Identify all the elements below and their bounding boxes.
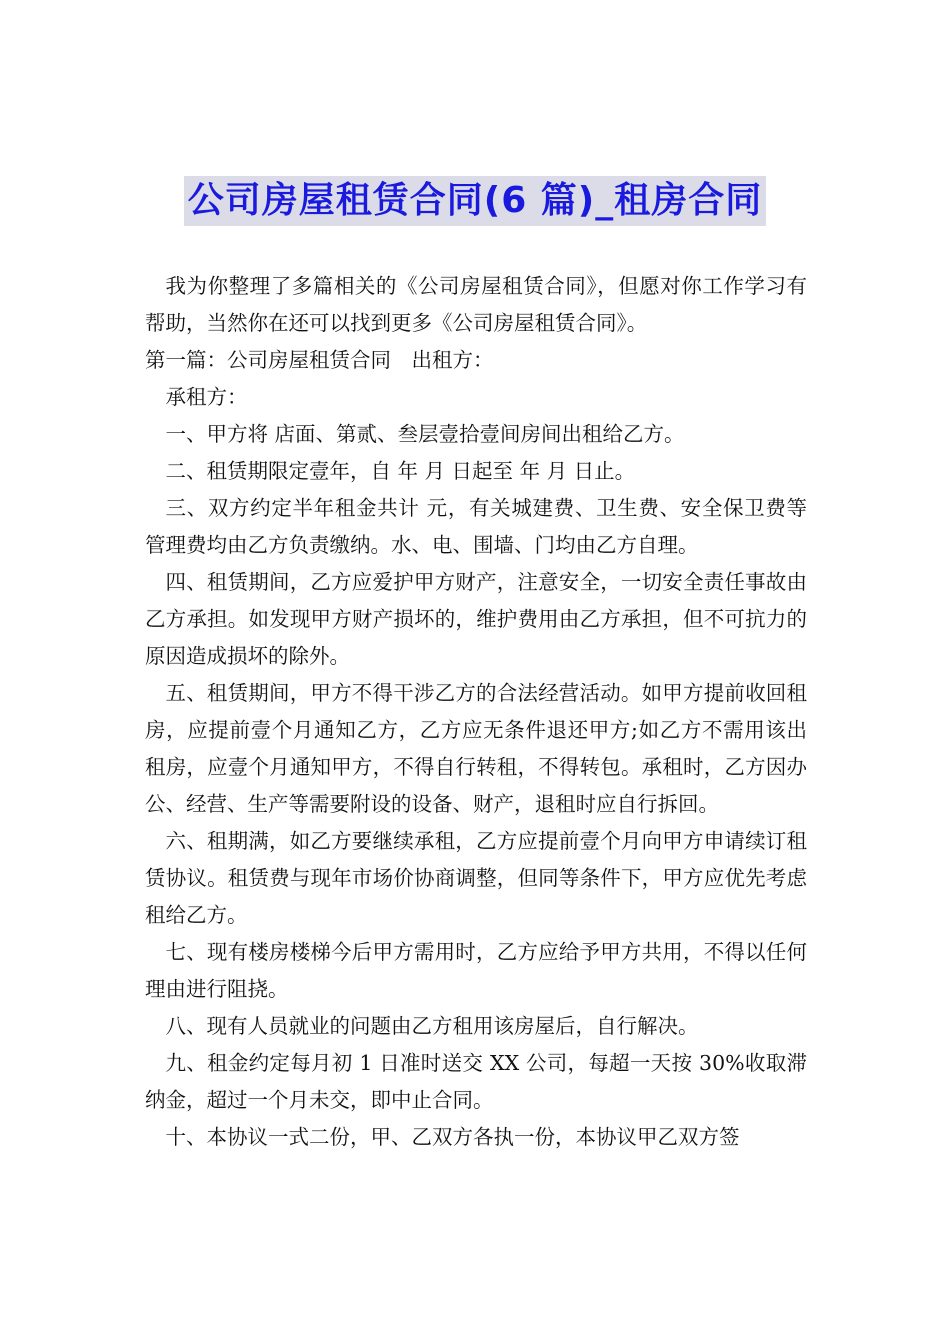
clause-4: 四、租赁期间，乙方应爱护甲方财产，注意安全，一切安全责任事故由乙方承担。如发现甲方财产损坏的，维护费用由乙方承担，但不可抗力的原因造成损坏的除外。 <box>145 570 807 668</box>
paragraph-lessee: 承租方： <box>165 385 248 409</box>
clause-2: 二、租赁期限定壹年，自 年 月 日起至 年 月 日止。 <box>165 459 636 483</box>
paragraph-intro: 我为你整理了多篇相关的《公司房屋租赁合同》，但愿对你工作学习有帮助，当然你在还可以找到更多《公司房屋租赁合同》。 <box>145 274 807 335</box>
clause-10: 十、本协议一式二份，甲、乙双方各执一份，本协议甲乙双方签 <box>165 1125 740 1149</box>
clause-8: 八、现有人员就业的问题由乙方租用该房屋后，自行解决。 <box>165 1014 699 1038</box>
clause-7: 七、现有楼房楼梯今后甲方需用时，乙方应给予甲方共用，不得以任何理由进行阻挠。 <box>145 940 807 1001</box>
clause-6: 六、租期满，如乙方要继续承租，乙方应提前壹个月向甲方申请续订租赁协议。租赁费与现年市场价协商调整，但同等条件下，甲方应优先考虑租给乙方。 <box>145 829 807 927</box>
paragraph-section-heading: 第一篇：公司房屋租赁合同 出租方： <box>145 348 494 372</box>
clause-3: 三、双方约定半年租金共计 元，有关城建费、卫生费、安全保卫费等管理费均由乙方负责缴纳。水、电、围墙、门均由乙方自理。 <box>145 496 807 557</box>
clause-9: 九、租金约定每月初 1 日准时送交 XX 公司，每超一天按 30%收取滞纳金，超过一个月未交，即中止合同。 <box>145 1051 807 1112</box>
clause-5: 五、租赁期间，甲方不得干涉乙方的合法经营活动。如甲方提前收回租房，应提前壹个月通知乙方，乙方应无条件退还甲方;如乙方不需用该出租房，应壹个月通知甲方，不得自行转租，不得转包。承租时，乙方因办公、经营、生产等需要附设的设备、财产，退租时应自行拆回。 <box>145 681 807 816</box>
document-body <box>145 268 807 1156</box>
title-container <box>0 176 950 226</box>
document-title: 公司房屋租赁合同(6 篇)_租房合同 <box>184 176 767 226</box>
clause-1: 一、甲方将 店面、第贰、叁层壹拾壹间房间出租给乙方。 <box>165 422 685 446</box>
